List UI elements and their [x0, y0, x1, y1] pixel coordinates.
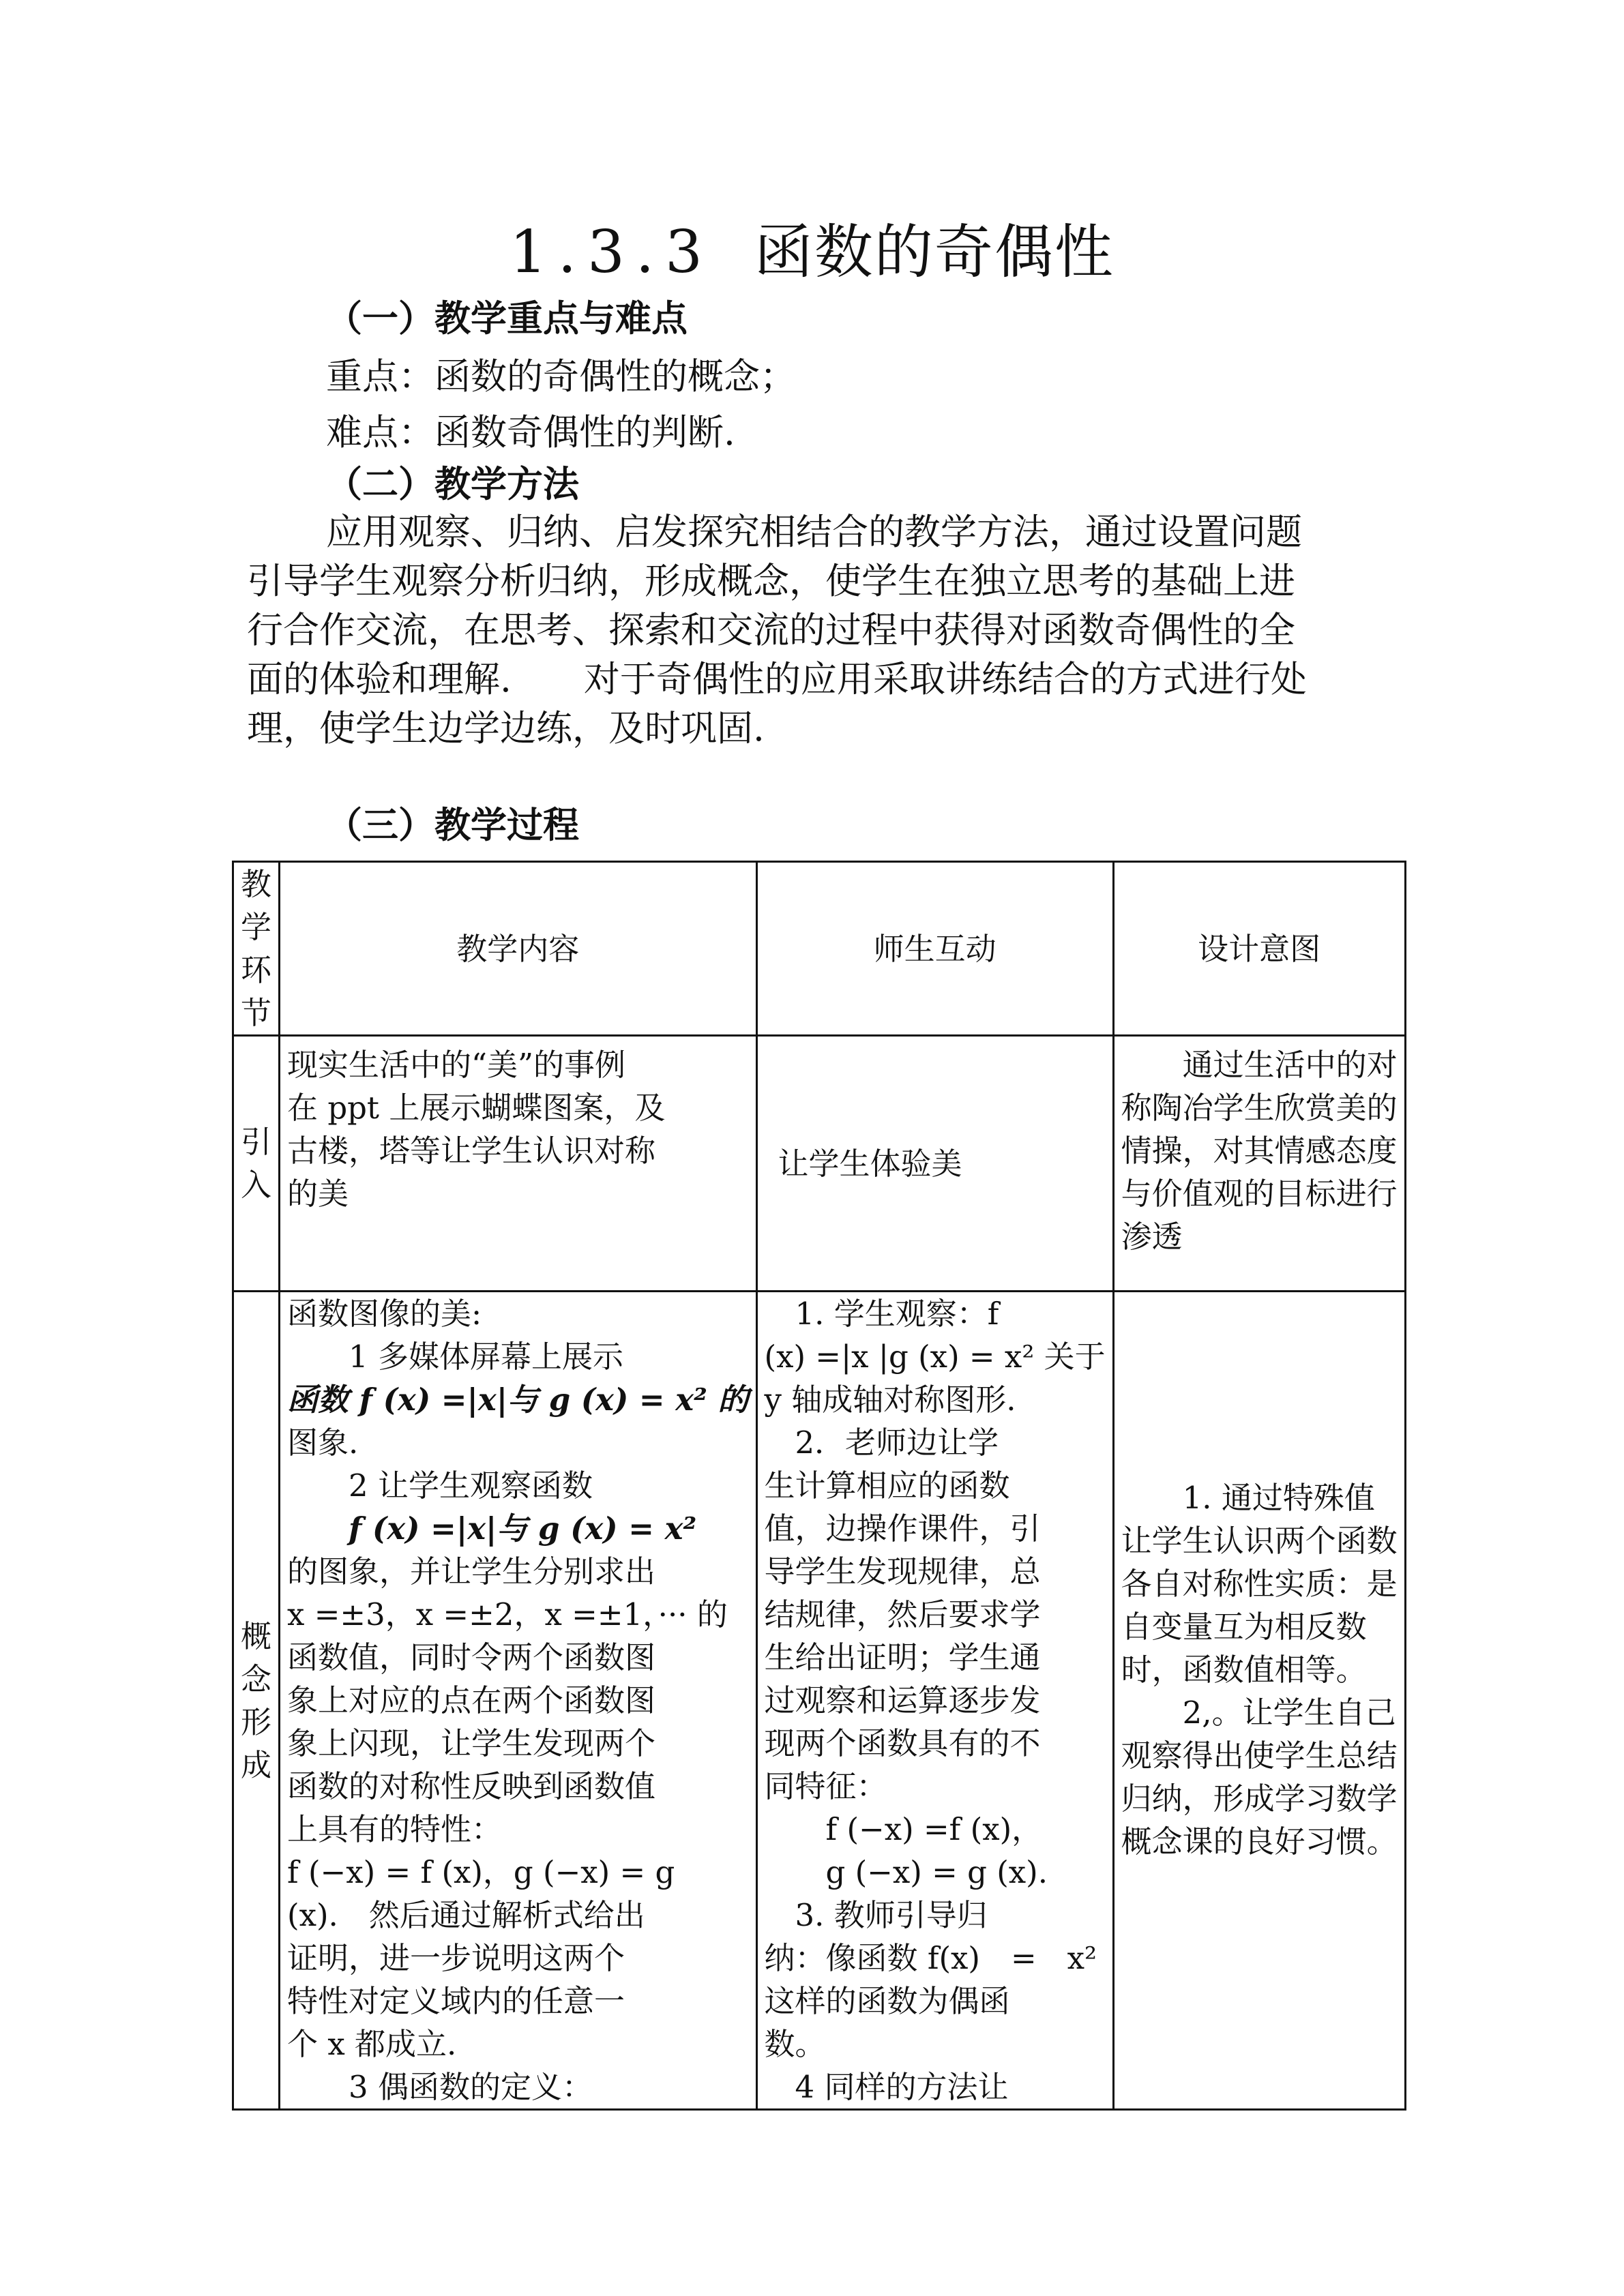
- difficulty-text: 难点：函数奇偶性的判断.: [326, 412, 735, 453]
- concept-interaction: 1. 学生观察：f (x) =|x |g (x) = x² 关于 y 轴成轴对称图形. 2．老师边让学 生计算相应的函数 值，边操作课件，引 导学生发现规律，总 结规律，然后要求学 生给出证明；学生通 过观察和运算逐步发 现两个函数具有的不 同特征： f (−x) =f (x)， g (−x) = g (x). 3. 教师引导归 纳：像函数 f(x) = x² 这样的函数为偶函 数。 4 同样的方法让: [756, 1292, 1113, 2110]
- heading-teaching-method: （二）教学方法: [326, 463, 579, 505]
- table-header-row: [233, 862, 1406, 1036]
- teaching-method-paragraph: [247, 508, 1386, 754]
- stage-intro: 引 入: [233, 1036, 280, 1292]
- header-interaction: 师生互动: [756, 862, 1113, 1036]
- concept-intent: 1. 通过特殊值 让学生认识两个函数 各自对称性实质：是 自变量互为相反数 时，函数值相等。 2,。让学生自己 观察得出使学生总结 归纳，形成学习数学 概念课的良好习惯。: [1113, 1292, 1405, 2110]
- intro-interaction: 让学生体验美: [756, 1036, 1113, 1292]
- header-intent: 设计意图: [1113, 862, 1405, 1036]
- table-row-concept: [233, 1292, 1406, 2110]
- paragraph-line: 面的体验和理解. 对于奇偶性的应用采取讲练结合的方式进行处: [247, 659, 1307, 700]
- heading-key-points: （一）教学重点与难点: [326, 297, 688, 340]
- header-content: 教学内容: [280, 862, 757, 1036]
- paragraph-line: 理，使学生边学边练，及时巩固.: [247, 708, 765, 749]
- key-point-text: 重点：函数的奇偶性的概念；: [326, 356, 796, 398]
- header-stage: 教 学 环 节: [233, 862, 280, 1036]
- heading-teaching-process: （三）教学过程: [326, 804, 579, 846]
- section-number: 1.3.3: [510, 218, 713, 286]
- intro-intent: 通过生活中的对 称陶冶学生欣赏美的 情操，对其情感态度 与价值观的目标进行 渗透: [1113, 1036, 1405, 1292]
- teaching-process-table: [232, 861, 1406, 2111]
- page-title: [0, 205, 1624, 289]
- intro-content: 现实生活中的“美”的事例 在 ppt 上展示蝴蝶图案，及 古楼，塔等让学生认识对称 的美: [280, 1036, 757, 1292]
- paragraph-line: 应用观察、归纳、启发探究相结合的教学方法，通过设置问题: [326, 511, 1302, 553]
- paragraph-line: 行合作交流，在思考、探索和交流的过程中获得对函数奇偶性的全: [247, 610, 1295, 651]
- paragraph-line: 引导学生观察分析归纳，形成概念，使学生在独立思考的基础上进: [247, 561, 1295, 602]
- concept-content: 函数图像的美: 1 多媒体屏幕上展示 函数 f (x) =|x|与 g (x) = x² 的 图象. 2 让学生观察函数 f (x) =|x|与 g (x) = x² 的图象，并让学生分别求出 x =±3，x =±2，x =±1，··· 的 函数值，同时令两个函数图 象上对应的点在两个函数图 象上闪现，让学生发现两个 函数的对称性反映到函数值 上具有的特性： f (−x) = f (x)，g (−x) = g (x). 然后通过解析式给出 证明，进一步说明这两个 特性对定义域内的任意一 个 x 都成立. 3 偶函数的定义：: [280, 1292, 757, 2110]
- title-text: 函数的奇偶性: [754, 218, 1114, 286]
- table-row-intro: [233, 1036, 1406, 1292]
- stage-concept: 概 念 形 成: [233, 1292, 280, 2110]
